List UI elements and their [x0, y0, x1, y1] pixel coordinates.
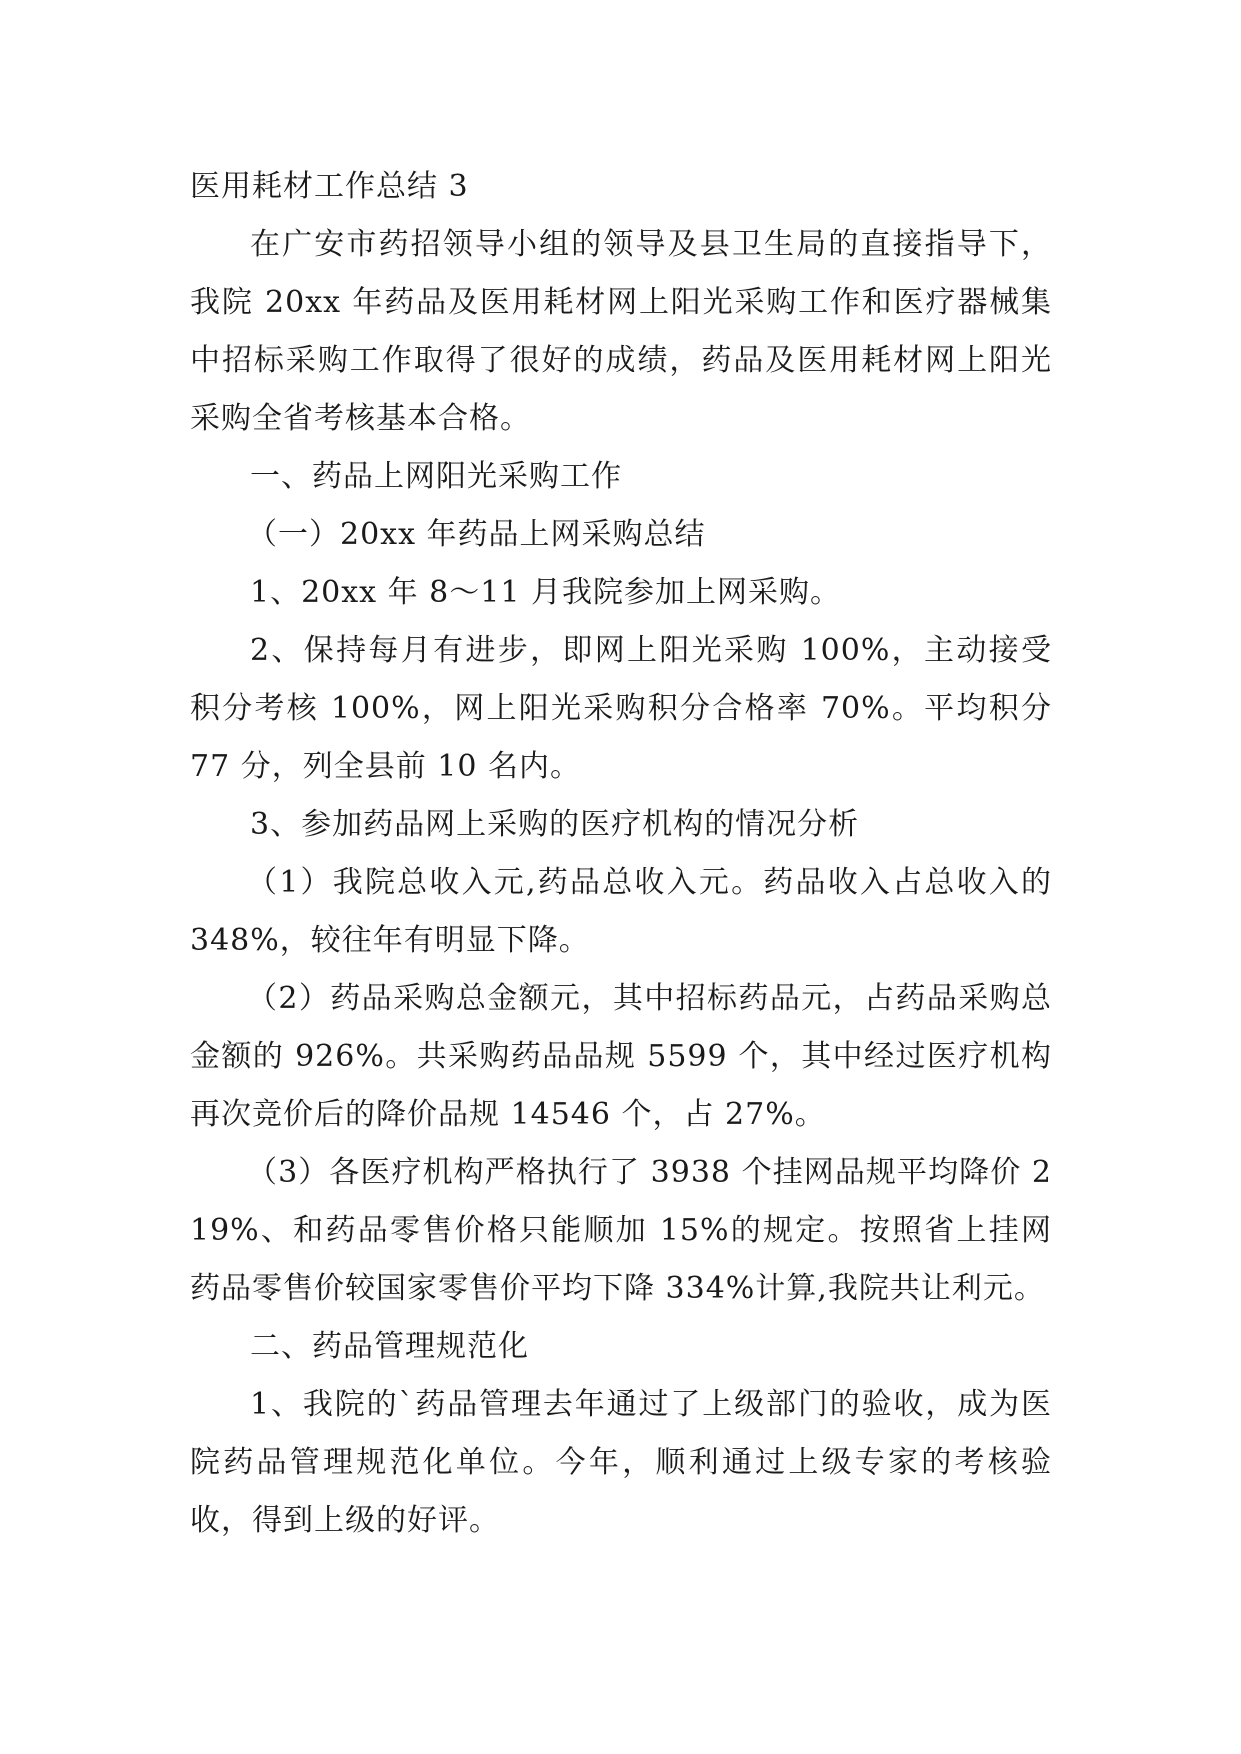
section1-subheading: （一）20xx 年药品上网采购总结: [247, 517, 706, 552]
item3-heading: 3、参加药品网上采购的医疗机构的情况分析: [250, 807, 860, 842]
document-page: [190, 158, 1052, 1550]
item1-paragraph: 1、20xx 年 8～11 月我院参加上网采购。: [250, 575, 841, 610]
item3-2-paragraph: （2）药品采购总金额元，其中招标药品元，占药品采购总金额的 926%。共采购药品品规 5599 个，其中经过医疗机构再次竞价后的降价品规 14546 个，占 27%。: [190, 981, 1052, 1132]
item3-3-paragraph: （3）各医疗机构严格执行了 3938 个挂网品规平均降价 219%、和药品零售价格只能顺加 15%的规定。按照省上挂网药品零售价较国家零售价平均下降 334%计算,我院共让利元。: [190, 1155, 1052, 1306]
section2-item1-paragraph: 1、我院的`药品管理去年通过了上级部门的验收，成为医院药品管理规范化单位。今年，顺利通过上级专家的考核验收，得到上级的好评。: [190, 1387, 1052, 1538]
section1-heading: 一、药品上网阳光采购工作: [250, 459, 622, 494]
item3-1-paragraph: （1）我院总收入元,药品总收入元。药品收入占总收入的 348%，较往年有明显下降。: [190, 865, 1052, 958]
document-title: 医用耗材工作总结 3: [190, 169, 469, 204]
section2-heading: 二、药品管理规范化: [250, 1329, 529, 1364]
item2-paragraph: 2、保持每月有进步，即网上阳光采购 100%，主动接受积分考核 100%，网上阳光采购积分合格率 70%。平均积分 77 分，列全县前 10 名内。: [190, 633, 1052, 784]
intro-paragraph: 在广安市药招领导小组的领导及县卫生局的直接指导下，我院 20xx 年药品及医用耗材网上阳光采购工作和医疗器械集中招标采购工作取得了很好的成绩，药品及医用耗材网上阳光采购全省考核基本合格。: [190, 227, 1052, 436]
